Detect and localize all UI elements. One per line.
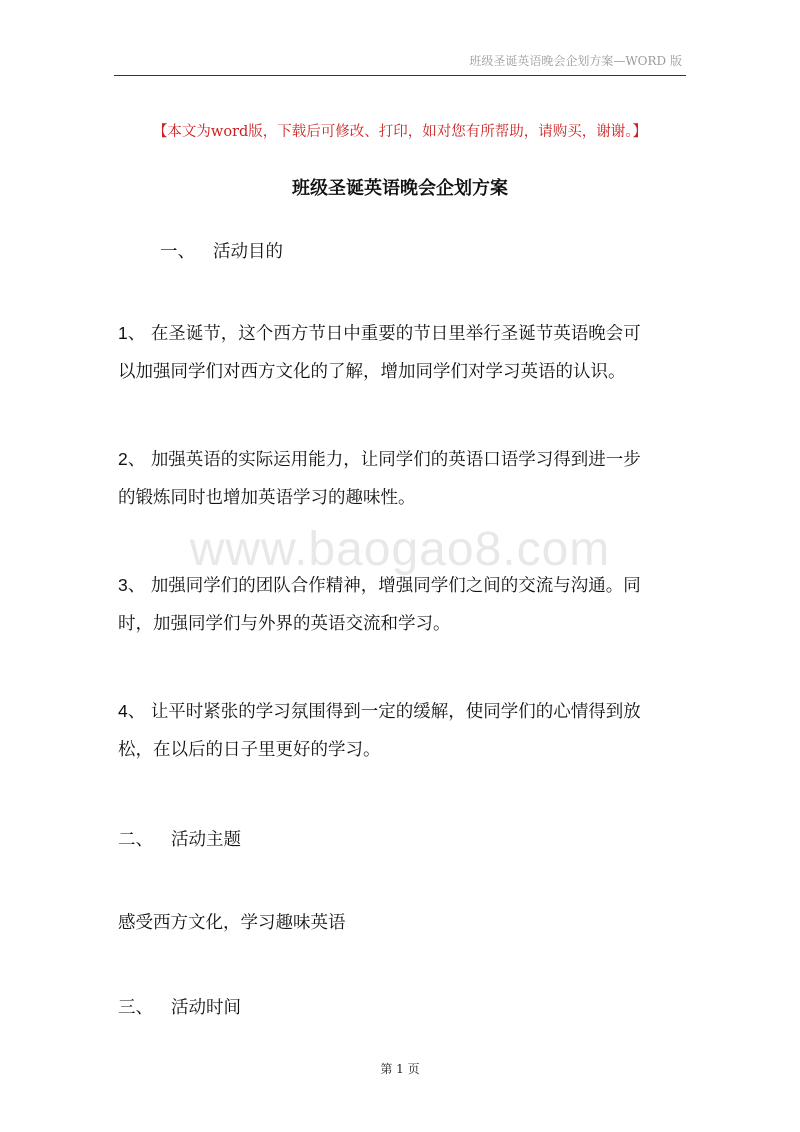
- section-heading-theme: [118, 826, 241, 851]
- section-label: 活动目的: [213, 242, 283, 262]
- paragraph-line: 松，在以后的日子里更好的学习。: [118, 740, 381, 760]
- page-number: 第 1 页: [380, 1062, 420, 1076]
- item-number: 4、: [118, 701, 146, 721]
- download-notice: 【本文为word版，下载后可修改、打印，如对您有所帮助，请购买，谢谢。】: [152, 124, 648, 140]
- paragraph-line: 以加强同学们对西方文化的了解，增加同学们对学习英语的认识。: [118, 362, 626, 382]
- page-title: 班级圣诞英语晚会企划方案: [292, 178, 508, 199]
- item-number: 2、: [118, 449, 146, 469]
- section-number: 二、: [118, 830, 153, 850]
- section-number: 三、: [118, 998, 153, 1018]
- section-heading-purpose: [160, 238, 283, 263]
- theme-text: 感受西方文化，学习趣味英语: [118, 913, 346, 933]
- watermark: www.baogao8.com: [189, 523, 611, 576]
- section-heading-time: [118, 994, 241, 1019]
- paragraph-item: [118, 692, 690, 769]
- header-divider: [114, 75, 686, 76]
- item-number: 1、: [118, 323, 146, 343]
- paragraph-line: 在圣诞节，这个西方节日中重要的节日里举行圣诞节英语晚会可: [150, 324, 641, 344]
- paragraph-line: 让平时紧张的学习氛围得到一定的缓解，使同学们的心情得到放: [150, 702, 641, 722]
- paragraph-line: 的锻炼同时也增加英语学习的趣味性。: [118, 488, 416, 508]
- item-number: 3、: [118, 575, 146, 595]
- paragraph-line: 加强同学们的团队合作精神，增强同学们之间的交流与沟通。同: [150, 576, 641, 596]
- paragraph-item: [118, 314, 690, 391]
- section-label: 活动时间: [171, 998, 241, 1018]
- section-label: 活动主题: [171, 830, 241, 850]
- paragraph-line: 加强英语的实际运用能力，让同学们的英语口语学习得到进一步: [150, 450, 641, 470]
- running-header-title: 班级圣诞英语晚会企划方案—WORD 版: [469, 54, 682, 68]
- paragraph-item: [118, 440, 690, 517]
- paragraph-item: [118, 566, 690, 643]
- paragraph-line: 时，加强同学们与外界的英语交流和学习。: [118, 614, 451, 634]
- section-number: 一、: [160, 242, 195, 262]
